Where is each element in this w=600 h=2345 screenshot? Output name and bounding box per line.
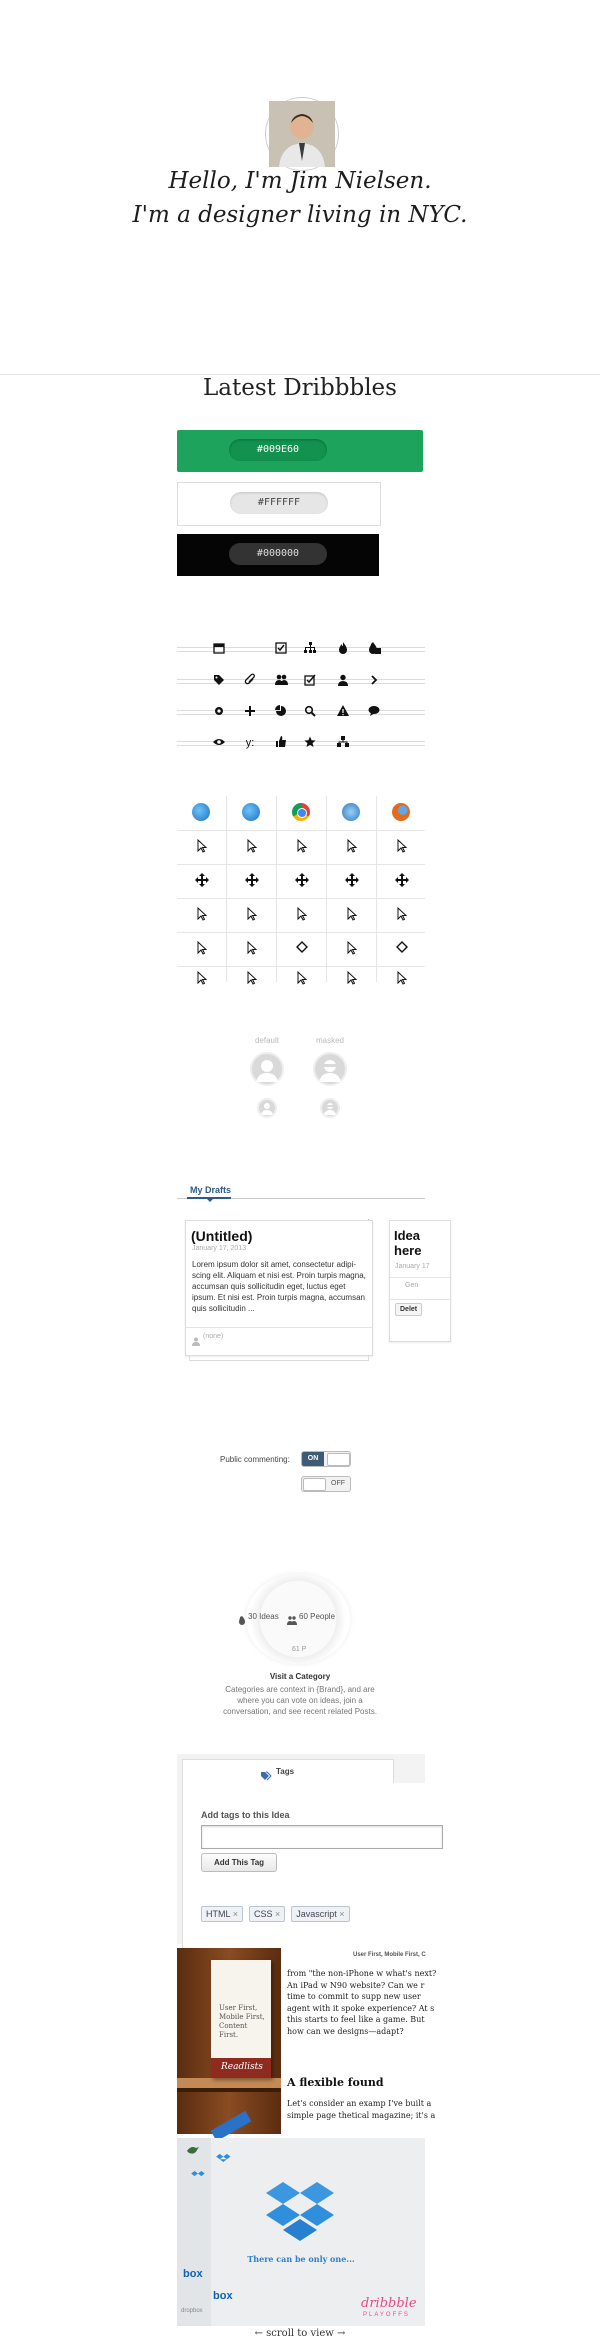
arrow-cursor-icon bbox=[327, 839, 376, 856]
article-paragraph-2: Let's consider an examp I've built a simple page thetical magazine; it's a bbox=[287, 2099, 436, 2120]
card-stack-edge bbox=[189, 1356, 369, 1361]
side-strip bbox=[177, 2138, 211, 2326]
card-divider bbox=[390, 1277, 450, 1278]
tags-shot[interactable] bbox=[177, 1754, 425, 1944]
arrow-cursor-icon bbox=[277, 907, 326, 924]
book-title: User First, Mobile First, Content First. bbox=[219, 2004, 265, 2039]
book-cover bbox=[211, 1960, 271, 2078]
draft-footer: Gen bbox=[405, 1282, 419, 1289]
close-icon[interactable]: × bbox=[232, 1909, 238, 1919]
move-cursor-icon bbox=[227, 873, 276, 890]
hero-line-1: Hello, I'm Jim Nielsen. bbox=[168, 168, 432, 194]
masked-avatar-small bbox=[320, 1098, 340, 1118]
speech-bubble-icon bbox=[367, 705, 381, 719]
article-meta: User First, Mobile First, C bbox=[353, 1952, 426, 1958]
category-title: Visit a Category bbox=[269, 1672, 331, 1681]
category-shot[interactable] bbox=[214, 1574, 386, 1740]
pie-chart-icon bbox=[274, 705, 288, 719]
org-chart-icon bbox=[336, 736, 350, 750]
dropbox-small-icon bbox=[217, 2152, 231, 2166]
masked-avatar bbox=[313, 1052, 347, 1086]
arrow-cursor-icon bbox=[377, 907, 426, 924]
tag-chip-label: HTML bbox=[206, 1909, 231, 1919]
draft-title: Idea here bbox=[394, 1228, 422, 1258]
move-cursor-icon bbox=[177, 873, 226, 890]
hero-line-2: I'm a designer living in NYC. bbox=[132, 202, 468, 228]
shot-white[interactable] bbox=[177, 482, 381, 526]
draft-body: Lorem ipsum dolor sit amet, consectetur adipi-scing elit. Aliquam et nisi est. Proin turpis magna, accumsan quis sollicitudin eget, luctus eget ipsum. Et nisi est. Proin turpis magna, accumsan quis sollicitudin ... bbox=[192, 1260, 366, 1313]
article-paragraph: from "the non-iPhone w what's next? An iPad w N90 website? Can we r time to commit to supp new user agent with it spoke experience? At s this starts to feel like a game. But how can we designs—adapt? bbox=[287, 1969, 437, 2036]
category-description: Categories are context in {Brand}, and are where you can vote on ideas, join a conversation, and see recent related Posts. bbox=[223, 1685, 377, 1716]
user-icon bbox=[336, 674, 350, 688]
tag-chip[interactable] bbox=[249, 1906, 285, 1922]
tab-my-drafts[interactable]: My Drafts bbox=[190, 1185, 232, 1195]
tag-list bbox=[201, 1906, 350, 1922]
dropbox-logo bbox=[265, 2180, 335, 2246]
blue-ribbon bbox=[211, 2111, 252, 2141]
cursor-grid-shot[interactable] bbox=[177, 796, 425, 982]
warning-icon bbox=[336, 705, 350, 719]
ie-icon bbox=[192, 803, 210, 821]
check-square-icon bbox=[274, 642, 288, 656]
tab-tags-label: Tags bbox=[276, 1767, 295, 1776]
users-icon bbox=[287, 1612, 297, 1621]
diamond-cursor-icon bbox=[377, 941, 426, 956]
chevron-right-icon bbox=[367, 674, 381, 688]
draft-footer: (none) bbox=[203, 1333, 224, 1340]
grid-line bbox=[177, 932, 425, 933]
shelf bbox=[177, 2078, 281, 2088]
dropbox-small-icon bbox=[192, 2170, 206, 2182]
draft-card[interactable] bbox=[185, 1220, 373, 1356]
grid-line bbox=[177, 830, 425, 831]
tag-icon bbox=[212, 674, 226, 688]
bird-icon bbox=[187, 2142, 199, 2152]
grid-line bbox=[177, 966, 425, 967]
readlists-logo: Readlists bbox=[221, 2062, 263, 2072]
arrow-cursor-icon bbox=[277, 839, 326, 856]
tab-caret bbox=[206, 1198, 214, 1202]
arrow-cursor-icon bbox=[327, 907, 376, 924]
shelf-shadow bbox=[177, 2088, 281, 2092]
arrow-cursor-icon bbox=[327, 971, 376, 982]
commenting-toggle-on[interactable] bbox=[301, 1451, 351, 1467]
arrow-cursor-icon bbox=[327, 941, 376, 958]
flame-box-icon bbox=[367, 642, 381, 656]
users-icon bbox=[274, 674, 288, 688]
firefox-icon bbox=[392, 803, 410, 821]
arrow-cursor-icon bbox=[177, 941, 226, 958]
default-avatar-small bbox=[257, 1098, 277, 1118]
arrow-cursor-icon bbox=[177, 839, 226, 856]
chrome-icon bbox=[292, 803, 310, 821]
toggle-on-label: ON bbox=[302, 1452, 324, 1466]
toggle-knob bbox=[303, 1478, 326, 1491]
move-cursor-icon bbox=[277, 873, 326, 890]
grid-line bbox=[177, 864, 425, 865]
tag-chip[interactable] bbox=[201, 1906, 243, 1922]
default-avatar-shot[interactable] bbox=[230, 1034, 370, 1124]
ideas-count: 30 Ideas bbox=[248, 1612, 279, 1621]
flame-icon bbox=[336, 642, 350, 656]
dribbble-logo: dribbble bbox=[361, 2296, 417, 2311]
arrow-cursor-icon bbox=[227, 941, 276, 958]
tag-input[interactable] bbox=[201, 1825, 443, 1849]
close-icon[interactable]: × bbox=[339, 1909, 345, 1919]
hex-pill: #FFFFFF bbox=[230, 492, 328, 514]
commenting-toggle-off[interactable] bbox=[301, 1476, 351, 1492]
ie-icon bbox=[242, 803, 260, 821]
arrow-cursor-icon bbox=[227, 907, 276, 924]
diamond-cursor-icon bbox=[277, 941, 326, 956]
readlists-shot[interactable] bbox=[177, 1948, 437, 2134]
arrow-cursor-icon bbox=[377, 971, 426, 982]
move-cursor-icon bbox=[327, 873, 376, 890]
avatar-label-masked: masked bbox=[315, 1036, 344, 1045]
user-icon bbox=[192, 1333, 200, 1342]
toggle-off-label: OFF bbox=[331, 1480, 345, 1487]
flame-icon bbox=[238, 1612, 246, 1621]
tags-icon bbox=[261, 1768, 271, 1777]
playoffs-label: PLAYOFFS bbox=[363, 2312, 410, 2318]
move-cursor-icon bbox=[377, 873, 426, 890]
people-count: 60 People bbox=[299, 1612, 336, 1621]
search-icon bbox=[303, 705, 317, 719]
sitemap-icon bbox=[303, 642, 317, 656]
tags-panel bbox=[182, 1783, 443, 1948]
section-title: Latest Dribbbles bbox=[203, 375, 397, 401]
calendar-icon bbox=[212, 642, 226, 656]
thumbs-up-icon bbox=[274, 736, 288, 750]
safari-icon bbox=[342, 803, 360, 821]
tag-chip[interactable] bbox=[291, 1906, 349, 1922]
arrow-cursor-icon bbox=[227, 971, 276, 982]
tag-chip-label: CSS bbox=[253, 1909, 273, 1919]
icon-shot[interactable] bbox=[177, 640, 425, 750]
arrow-cursor-icon bbox=[177, 907, 226, 924]
scroll-to-view[interactable]: ← scroll to view → bbox=[254, 2328, 346, 2339]
hex-pill: #009E60 bbox=[229, 439, 327, 461]
tags-heading: Add tags to this Idea bbox=[201, 1810, 290, 1820]
tag-chip-label: Javascript bbox=[296, 1909, 337, 1919]
box-logo: box bbox=[183, 2268, 203, 2280]
commenting-toggle-shot[interactable] bbox=[200, 1446, 360, 1496]
add-tag-button[interactable]: Add This Tag bbox=[201, 1853, 277, 1872]
eye-icon bbox=[212, 736, 226, 750]
plus-icon bbox=[243, 705, 257, 719]
yammer-icon: y: bbox=[245, 737, 255, 749]
draft-card-2[interactable] bbox=[389, 1220, 451, 1342]
avatar-label-default: default bbox=[254, 1036, 280, 1045]
article-heading: A flexible found bbox=[287, 2076, 384, 2089]
checkbox-icon bbox=[303, 674, 317, 688]
shot-black[interactable] bbox=[177, 534, 379, 576]
shot-green[interactable] bbox=[177, 430, 423, 472]
box-logo: box bbox=[213, 2290, 233, 2302]
card-divider bbox=[390, 1299, 450, 1300]
book-band bbox=[211, 2058, 271, 2078]
hex-pill: #000000 bbox=[229, 543, 327, 565]
draft-date: January 17, 2013 bbox=[192, 1245, 247, 1252]
star-icon bbox=[303, 736, 317, 750]
toggle-knob bbox=[327, 1453, 350, 1466]
arrow-cursor-icon bbox=[277, 971, 326, 982]
dropbox-tagline: There can be only one... bbox=[247, 2254, 355, 2264]
delete-button[interactable]: Delet bbox=[395, 1303, 422, 1316]
default-avatar bbox=[250, 1052, 284, 1086]
dropbox-playoff-shot[interactable] bbox=[177, 2138, 425, 2326]
draft-title: (Untitled) bbox=[191, 1228, 253, 1244]
draft-date: January 17 bbox=[395, 1263, 430, 1270]
avatar bbox=[266, 98, 338, 170]
box-small-logo: dropbox bbox=[181, 2308, 203, 2314]
drafts-shot[interactable] bbox=[177, 1176, 430, 1374]
arrow-cursor-icon bbox=[377, 839, 426, 856]
arrow-cursor-icon bbox=[177, 971, 226, 982]
tab-tags[interactable] bbox=[182, 1759, 394, 1784]
paperclip-icon bbox=[243, 674, 257, 688]
close-icon[interactable]: × bbox=[274, 1909, 281, 1919]
gear-icon bbox=[212, 705, 226, 719]
grid-line bbox=[177, 898, 425, 899]
card-divider bbox=[186, 1327, 372, 1328]
posts-count: 61 P bbox=[292, 1646, 307, 1653]
arrow-cursor-icon bbox=[227, 839, 276, 856]
commenting-label: Public commenting: bbox=[220, 1455, 290, 1464]
